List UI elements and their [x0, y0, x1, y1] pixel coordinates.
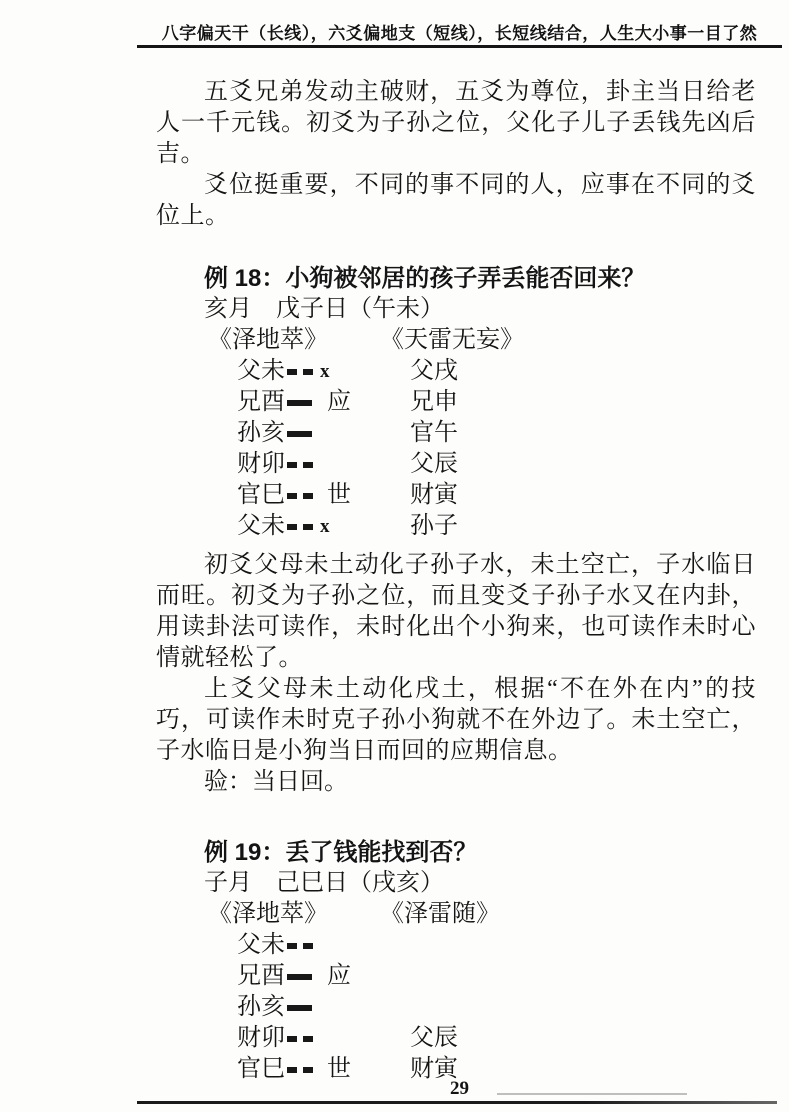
hexagram-name-changed: 《泽雷随》: [380, 901, 500, 927]
yin-line-mark: [287, 356, 330, 387]
changed-line-name: 兄申: [410, 389, 458, 415]
yao-row: [156, 1023, 756, 1054]
yin-line-mark: [287, 930, 313, 961]
example-19-date-line: 子月 己巳日（戌亥）: [204, 870, 444, 896]
example-18-section: [156, 263, 756, 542]
shi-ying-label: 世: [327, 1056, 351, 1082]
shi-ying-label: 应: [327, 389, 351, 415]
yang-line-mark: [287, 992, 312, 1023]
yao-row: [156, 418, 756, 449]
paragraph-2: 爻位挺重要，不同的事不同的人，应事在不同的爻位上。: [156, 172, 756, 229]
yin-line-mark: [287, 511, 330, 542]
hexagram-name-changed: 《天雷无妄》: [380, 327, 524, 353]
yin-line-mark: [287, 480, 313, 511]
paragraph-3: 初爻父母未土动化子孙子水，未土空亡，子水临日而旺。初爻为子孙之位，而且变爻子孙子水又在内卦，用读卦法可读作，未时化出个小狗来，也可读作未时心情就轻松了。: [156, 552, 756, 671]
moving-line-x-mark: x: [320, 516, 330, 537]
yao-name: 孙亥: [237, 420, 285, 446]
paragraph-5-verification: 验：当日回。: [204, 769, 348, 795]
yao-row: [156, 387, 756, 418]
yao-name: 兄酉: [237, 389, 285, 415]
example-19-title: 例 19：丢了钱能找到否？: [204, 839, 478, 866]
page-number: 29: [450, 1078, 469, 1099]
changed-line-name: 父辰: [410, 451, 458, 477]
yao-name: 财卯: [237, 1025, 285, 1051]
page-body: [156, 77, 756, 1085]
changed-line-name: 父辰: [410, 1025, 458, 1051]
changed-line-name: 官午: [410, 420, 458, 446]
example-18-title: 例 18：小狗被邻居的孩子弄丢能否回来？: [204, 265, 646, 292]
yin-line-mark: [287, 1023, 313, 1054]
moving-line-x-mark: x: [320, 361, 330, 382]
yao-row: [156, 449, 756, 480]
yao-name: 官巳: [237, 482, 285, 508]
paragraph-1: 五爻兄弟发动主破财，五爻为尊位，卦主当日给老人一千元钱。初爻为子孙之位，父化子儿子丢钱先凶后吉。: [156, 79, 756, 167]
changed-line-name: 孙子: [410, 513, 458, 539]
yao-row: [156, 480, 756, 511]
yao-row: [156, 356, 756, 387]
hexagram-names-row: [156, 325, 756, 356]
yao-name: 兄酉: [237, 963, 285, 989]
yao-name: 父未: [237, 932, 285, 958]
yao-lines-block: [156, 356, 756, 542]
yao-row: [156, 961, 756, 992]
yang-line-mark: [287, 387, 312, 418]
yao-name: 父未: [237, 358, 285, 384]
yang-line-mark: [287, 418, 312, 449]
changed-line-name: 财寅: [410, 1056, 458, 1082]
footer-rule: [137, 1101, 777, 1104]
changed-line-name: 财寅: [410, 482, 458, 508]
hexagram-names-row: [156, 899, 756, 930]
yao-row: [156, 511, 756, 542]
yin-line-mark: [287, 449, 313, 480]
shi-ying-label: 世: [327, 482, 351, 508]
yao-name: 父未: [237, 513, 285, 539]
changed-line-name: 父戌: [410, 358, 458, 384]
paragraph-4: 上爻父母未土动化戌土，根据“不在外在内”的技巧，可读作未时克子孙小狗就不在外边了。未土空亡，子水临日是小狗当日而回的应期信息。: [156, 676, 756, 764]
example-18-date-line: 亥月 戊子日（午未）: [204, 296, 444, 322]
yao-row: [156, 992, 756, 1023]
hexagram-name-original: 《泽地萃》: [208, 901, 328, 927]
yang-line-mark: [287, 961, 312, 992]
example-19-section: [156, 837, 756, 1085]
header-rule: [137, 45, 782, 48]
yao-row: [156, 930, 756, 961]
yao-name: 财卯: [237, 451, 285, 477]
yao-name: 孙亥: [237, 994, 285, 1020]
yao-lines-block: [156, 930, 756, 1085]
running-header: [137, 19, 782, 44]
hexagram-name-original: 《泽地萃》: [208, 327, 328, 353]
shi-ying-label: 应: [327, 963, 351, 989]
running-header-text: 八字偏天干（长线），六爻偏地支（短线），长短线结合，人生大小事一目了然: [161, 24, 758, 43]
yao-name: 官巳: [237, 1056, 285, 1082]
